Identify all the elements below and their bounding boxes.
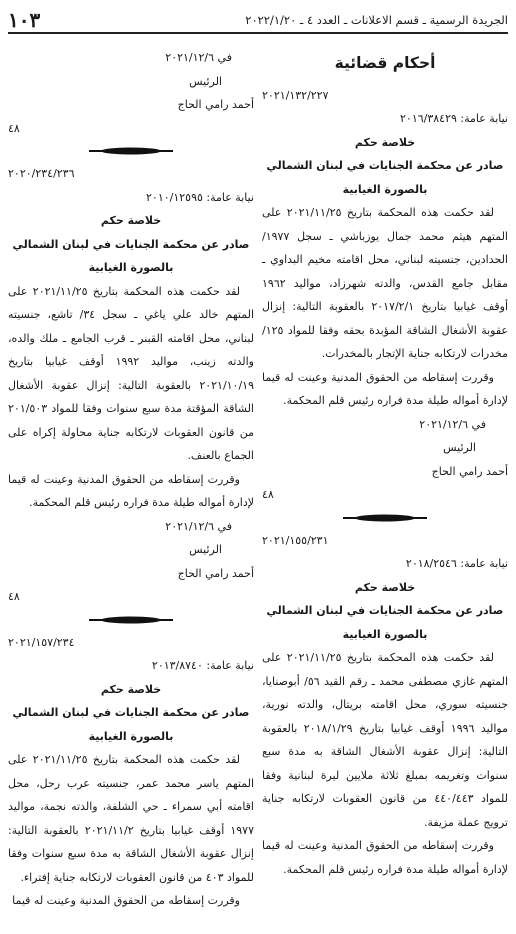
right-column: [262, 46, 508, 881]
judgment-mode: بالصورة الغيابية: [88, 261, 174, 274]
judgment-body: لقد حكمت هذه المحكمة بتاريخ ٢٠٢١/١١/٢٥ على المتهم ياسر محمد عمر، جنسيته عرب رحل، محل اقامته أبي سمراء ـ حي الشلفة، والدته نجمة، مواليد ١٩٧٧ أوقف غيابيا بتاريخ ٢٠٢١/١١/٢ بالعقوبة التالية: إنزال عقوبة الأشغال الشاقة به مدة سبع سنوات وفقا للمواد ٤٠٣ من قانون العقوبات لارتكابه جناية إفتراء.: [8, 753, 254, 884]
judgment-date: في ٢٠٢١/١٢/٦: [165, 51, 232, 64]
judgment-decision: وقررت إسقاطه من الحقوق المدنية وعينت له قيما: [12, 894, 240, 907]
page-number: ١٠٣: [8, 8, 41, 32]
judgment-mode: بالصورة الغيابية: [88, 729, 174, 743]
section-divider: [262, 511, 508, 525]
prosecution-number: نيابة عامة: ٢٠١٨/٢٥٤٦: [405, 557, 508, 570]
president-label: الرئيس: [189, 74, 222, 88]
judgment-body: لقد حكمت هذه المحكمة بتاريخ ٢٠٢١/١١/٢٥ على المتهم هيثم محمد جمال يوزباشي ـ سجل ١٩٧٧/ الحدادين، جنسيته لبناني، محل اقامته مخيم البداوي ـ مقابل جامع القدس، والدته شهرزاد، مواليد ١٩٦٢ أوقف غيابيا بتاريخ ٢٠١٧/٢/١ بالعقوبة التالية: إنزال عقوبة الأشغال الشاقة المؤبدة بحقه وفقا للمواد ١٢٥/ مخدرات لارتكابه جناية الإتجار بالمخدرات.: [262, 206, 508, 360]
summary-heading: خلاصة حكم: [354, 580, 416, 594]
judgment-1-signature: [8, 46, 254, 140]
court-name: صادر عن محكمة الجنايات في لبنان الشمالي: [266, 159, 504, 172]
president-label: الرئيس: [189, 543, 222, 556]
section-title: أحكام قضائية: [334, 54, 436, 72]
court-name: صادر عن محكمة الجنايات في لبنان الشمالي: [266, 604, 504, 617]
prosecution-number: نيابة عامة: ٢٠١٠/١٢٥٩٥: [146, 190, 254, 204]
judgment-body: لقد حكمت هذه المحكمة بتاريخ ٢٠٢١/١١/٢٥ على المتهم غازي مصطفى محمد ـ رقم القيد ٥٦/ أبوصنايا، جنسيته سوري، محل اقامته بريتال، والدته نورية، مواليد ١٩٩٦ أوقف غيابيا بتاريخ ٢٠١٨/١/٢٩ بالعقوبة التالية: إنزال عقوبة الأشغال الشاقة به مدة سبع سنوات وتغريمه بمبلغ ثلاثة ملايين ليرة لبنانية وفقا للمواد ٤٤٠/٤٤٣ من قانون العقوبات لارتكابه جناية ترويج عملة مزيفة.: [262, 651, 508, 829]
case-number: ٢٠٢١/١٥٧/٢٣٤: [8, 635, 75, 649]
section-divider: [8, 144, 254, 158]
reference-number: ٤٨: [8, 590, 20, 603]
reference-number: ٤٨: [262, 488, 274, 501]
judgment-date: في ٢٠٢١/١٢/٦: [419, 417, 486, 431]
judgment-body: لقد حكمت هذه المحكمة بتاريخ ٢٠٢١/١١/٢٥ على المتهم خالد علي ياغي ـ سجل ٣٤/ تاشع، جنسيته لبناني، محل اقامته القبنر ـ قرب الجامع ـ ملك والده، والدته زينب، مواليد ١٩٩٢ أوقف غيابيا بتاريخ ٢٠٢١/١٠/١٩ بالعقوبة التالية: إنزال عقوبة الأشغال الشاقة المؤقتة مدة سبع سنوات وفقا للمواد ٢٠١/٥٠٣ من قانون العقوبات لارتكابه جناية محاولة إكراه على الجماع بالعنف.: [8, 284, 255, 462]
case-number: ٢٠٢١/١٣٢/٢٢٧: [262, 88, 329, 102]
judgment-decision: وقررت إسقاطه من الحقوق المدنية وعينت له قيما لإدارة أمواله طيلة مدة فراره رئيس قلم المحكمة.: [262, 370, 508, 407]
judgment-3: [8, 162, 254, 609]
case-number: ٢٠٢١/١٥٥/٢٣١: [262, 533, 329, 547]
case-number: ٢٠٢٠/٢٣٤/٢٣٦: [8, 167, 75, 180]
prosecution-number: نيابة عامة: ٢٠١٦/٣٨٤٢٩: [400, 112, 508, 125]
judge-name: أحمد رامي الحاج: [177, 98, 254, 111]
gazette-title: الجريدة الرسمية ـ قسم الاعلانات ـ العدد ٤ ـ ٢٠٢٢/١/٢٠: [245, 13, 508, 27]
summary-heading: خلاصة حكم: [354, 135, 416, 149]
judge-name: أحمد رامي الحاج: [177, 566, 254, 580]
section-divider: [8, 613, 254, 627]
judgment-date: في ٢٠٢١/١٢/٦: [165, 519, 232, 533]
judgment-2: [262, 529, 508, 882]
prosecution-number: نيابة عامة: ٢٠١٣/٨٧٤٠: [151, 659, 254, 672]
summary-heading: خلاصة حكم: [100, 214, 162, 227]
judgment-4: [8, 631, 254, 913]
judgment-mode: بالصورة الغيابية: [342, 627, 428, 641]
judgment-decision: وقررت إسقاطه من الحقوق المدنية وعينت له قيما لإدارة أمواله طيلة مدة فراره رئيس قلم المحكمة.: [262, 839, 508, 876]
left-column: [8, 46, 254, 913]
judgment-decision: وقررت إسقاطه من الحقوق المدنية وعينت له قيما لإدارة أمواله طيلة مدة فراره رئيس قلم المحكمة.: [8, 472, 254, 509]
judge-name: أحمد رامي الحاج: [431, 464, 508, 478]
page-header: [8, 8, 508, 34]
judgment-mode: بالصورة الغيابية: [342, 182, 428, 196]
court-name: صادر عن محكمة الجنايات في لبنان الشمالي: [12, 237, 250, 251]
court-name: صادر عن محكمة الجنايات في لبنان الشمالي: [12, 706, 250, 719]
reference-number: ٤٨: [8, 121, 20, 135]
summary-heading: خلاصة حكم: [100, 682, 162, 696]
judgment-1: [262, 84, 508, 507]
president-label: الرئيس: [443, 441, 476, 454]
